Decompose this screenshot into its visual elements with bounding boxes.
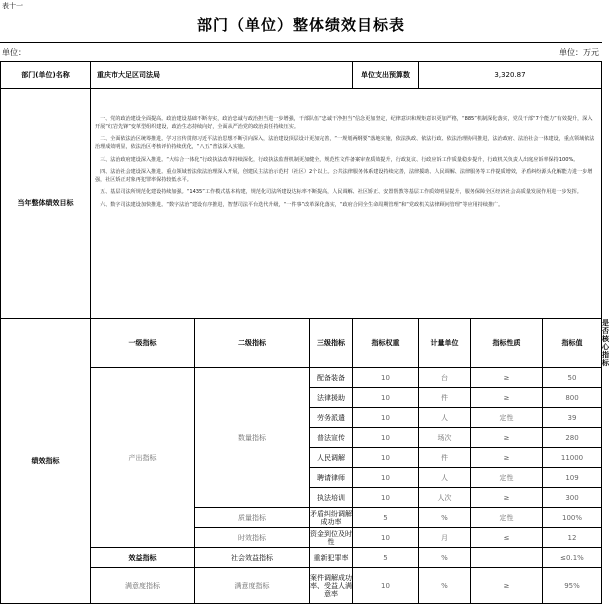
col-header-unit (419, 319, 471, 368)
indicator-unit: % (419, 548, 471, 568)
col-header-text: 三级指标 (317, 339, 345, 348)
indicator-unit: 件 (419, 448, 471, 468)
col-header-level2 (195, 319, 310, 368)
dept-name-cell (91, 62, 353, 89)
indicator-value: ≤0.1% (543, 548, 602, 568)
goals-row (1, 89, 602, 319)
perf-side-label: 绩效指标 (31, 457, 60, 466)
indicator-value: 100% (543, 508, 602, 528)
table-row (1, 368, 602, 388)
indicator-weight: 10 (353, 448, 419, 468)
indicator-unit: 月 (419, 528, 471, 548)
indicator-name: 矛盾纠纷调解成功率 (310, 509, 352, 526)
goal-paragraph: 五、基层司法所规范化建设持续加强。“1435”工作模式基本构建，规范化司法所建设达标率不断提高，人民调解、社区矫正、安置帮教等基层工作质效明显提升，服务保障全区经济社会高质量发展作用进一步发挥。 (100, 189, 582, 196)
budget-label-cell (353, 62, 419, 89)
goal-paragraph: 一、党的政治建设全面提高。政治建设基础不断夯实，政治忠诚与政治担当进一步增强，干部队伍“忠诚干净担当”信念更加坚定，纪律意识和规矩意识更加严格，“885”机制深化落实，党员干部“7个能力”有效提升，深入开展“红岩先锋”变革型组织建设，政治生态持续向好，全面从严治党的政治责任持续压实。 (95, 116, 593, 130)
goal-paragraph: 四、法治社会建设深入推进。重点领域普法依法治理深入开展，创建民主法治示范村（社区）2个以上。公共法律服务体系建设持续完善，法律援助、人民调解、法律服务等工作提质增效，矛盾纠纷源头化解能力进一步增强，社区矫正对象再犯罪率保持较低水平。 (95, 169, 593, 183)
performance-goal-table (0, 61, 609, 604)
indicator-name: 资金到位及时性 (310, 529, 352, 546)
unit-label: 单位： (2, 48, 26, 57)
level1-effect: 效益指标 (128, 553, 157, 562)
currency-unit-label: 单位：万元 (559, 48, 599, 57)
col-header-weight (353, 319, 419, 368)
indicator-value: 300 (543, 488, 602, 508)
indicator-nature: ≤ (471, 528, 543, 548)
indicator-value: 50 (543, 368, 602, 388)
indicator-nature: ≥ (471, 388, 543, 408)
indicator-value: 39 (543, 408, 602, 428)
indicator-weight: 10 (353, 428, 419, 448)
level2-social: 社会效益指标 (231, 553, 273, 562)
dept-label: 部门(单位)名称 (21, 70, 70, 79)
page-title: 部门（单位）整体绩效目标表 (196, 16, 405, 34)
table-row (1, 548, 602, 568)
indicator-nature: 定性 (471, 468, 543, 488)
indicator-name: 法律援助 (310, 388, 353, 408)
indicator-name: 配备装备 (310, 368, 353, 388)
indicator-nature: ≥ (471, 448, 543, 468)
level2-timeliness: 时效指标 (238, 533, 266, 542)
indicator-name: 劳务派遣 (310, 408, 353, 428)
indicator-name: 重新犯罪率 (310, 548, 353, 568)
indicator-unit: 件 (419, 388, 471, 408)
col-header-value (543, 319, 602, 368)
col-header-level1 (91, 319, 195, 368)
dept-row (1, 62, 602, 89)
col-header-text: 二级指标 (238, 339, 266, 348)
indicator-value: 109 (543, 468, 602, 488)
dept-name: 重庆市大足区司法局 (97, 70, 160, 79)
level1-output: 产出指标 (128, 453, 157, 462)
indicator-weight: 10 (353, 408, 419, 428)
level1-output-cell (91, 368, 195, 548)
level2-quality-cell (195, 508, 310, 528)
level1-satisfaction-cell (91, 568, 195, 604)
indicator-weight: 5 (353, 548, 419, 568)
indicator-name: 案件调解成功率、受益人满意率 (310, 568, 353, 604)
budget-label: 单位支出预算数 (361, 70, 410, 79)
indicator-value: 800 (543, 388, 602, 408)
indicator-value: 280 (543, 428, 602, 448)
indicator-unit: 台 (419, 368, 471, 388)
indicator-name: 执法培训 (310, 488, 353, 508)
goal-paragraph: 三、法治政府建设深入推进。“大综合一体化”行政执法改革持续深化，行政执法监督机制更加健全，规范性文件备案审查质效提升，行政复议、行政应诉工作质量稳步提升，行政机关负责人出庭应诉率保持100%。 (100, 156, 579, 163)
top-rule (0, 42, 602, 43)
col-header-text: 指标值 (561, 339, 583, 348)
level2-timeliness-cell (195, 528, 310, 548)
goal-paragraph: 六、数字司法建设加快推进。“数字法治”建设有序推进，智慧司法平台迭代升级，“一件事”改革深化落实，“政府合同全生命周期管理”和“党政机关法律顾问管理”等应用持续推广。 (100, 202, 504, 209)
col-header-text: 一级指标 (128, 339, 157, 348)
budget-value-cell (419, 62, 602, 89)
col-header-text: 是否核心指标 (602, 319, 609, 368)
table-row (1, 568, 602, 604)
indicator-unit: 人 (419, 408, 471, 428)
goal-paragraph: 二、全面依法治区统筹推进。学习宣传贯彻习近平法治思想不断引向深入，法治建设顶层设计更加完善，“一规划两纲要”落地实施，依法执政、依法行政、依法治理协同推进，法治政府、法治社会一体建设，重点领域依法治理成效明显，依法治区考核评价持续优化，“八五”普法深入实施。 (95, 136, 595, 150)
indicator-weight: 10 (353, 388, 419, 408)
dept-label-cell (1, 62, 91, 89)
indicator-weight: 10 (353, 528, 419, 548)
level1-satisfaction: 满意度指标 (125, 581, 160, 590)
indicator-unit: % (419, 568, 471, 604)
col-header-text: 指标性质 (492, 339, 521, 348)
indicator-nature: ≥ (471, 568, 543, 604)
indicator-nature: ≥ (471, 488, 543, 508)
indicator-unit: 人次 (419, 488, 471, 508)
level2-quantity: 数量指标 (238, 433, 266, 442)
indicator-value: 11000 (543, 448, 602, 468)
level2-quality: 质量指标 (238, 513, 266, 522)
col-header-level3 (310, 319, 353, 368)
indicator-unit: 场次 (419, 428, 471, 448)
indicator-weight: 10 (353, 488, 419, 508)
goals-label: 当年整体绩效目标 (17, 199, 74, 208)
indicator-nature: ≥ (471, 368, 543, 388)
goals-text-cell (91, 89, 602, 319)
goals-label-cell (1, 89, 91, 319)
indicator-nature: 定性 (471, 508, 543, 528)
indicator-weight: 10 (353, 468, 419, 488)
indicator-unit: % (419, 508, 471, 528)
perf-header-row (1, 319, 602, 368)
indicator-name: 聘请律师 (310, 468, 353, 488)
level2-satisfaction-cell (195, 568, 310, 604)
indicator-weight: 5 (353, 508, 419, 528)
indicator-nature: ≥ (471, 428, 543, 448)
indicator-weight: 10 (353, 368, 419, 388)
col-header-text: 指标权重 (371, 339, 400, 348)
perf-side-label-cell (1, 319, 91, 604)
indicator-name: 人民调解 (310, 448, 353, 468)
indicator-name: 普法宣传 (310, 428, 353, 448)
level1-effect-cell (91, 548, 195, 568)
table-number-label: 表十一 (2, 2, 23, 10)
level2-social-cell (195, 548, 310, 568)
col-header-nature (471, 319, 543, 368)
indicator-weight: 10 (353, 568, 419, 604)
indicator-nature (471, 548, 543, 568)
indicator-unit: 人 (419, 468, 471, 488)
indicator-value: 95% (543, 568, 602, 604)
indicator-value: 12 (543, 528, 602, 548)
level2-satisfaction: 满意度指标 (234, 581, 270, 590)
col-header-text: 计量单位 (430, 339, 459, 348)
indicator-nature: 定性 (471, 408, 543, 428)
budget-value: 3,320.87 (494, 70, 526, 79)
level2-quantity-cell (195, 368, 310, 508)
